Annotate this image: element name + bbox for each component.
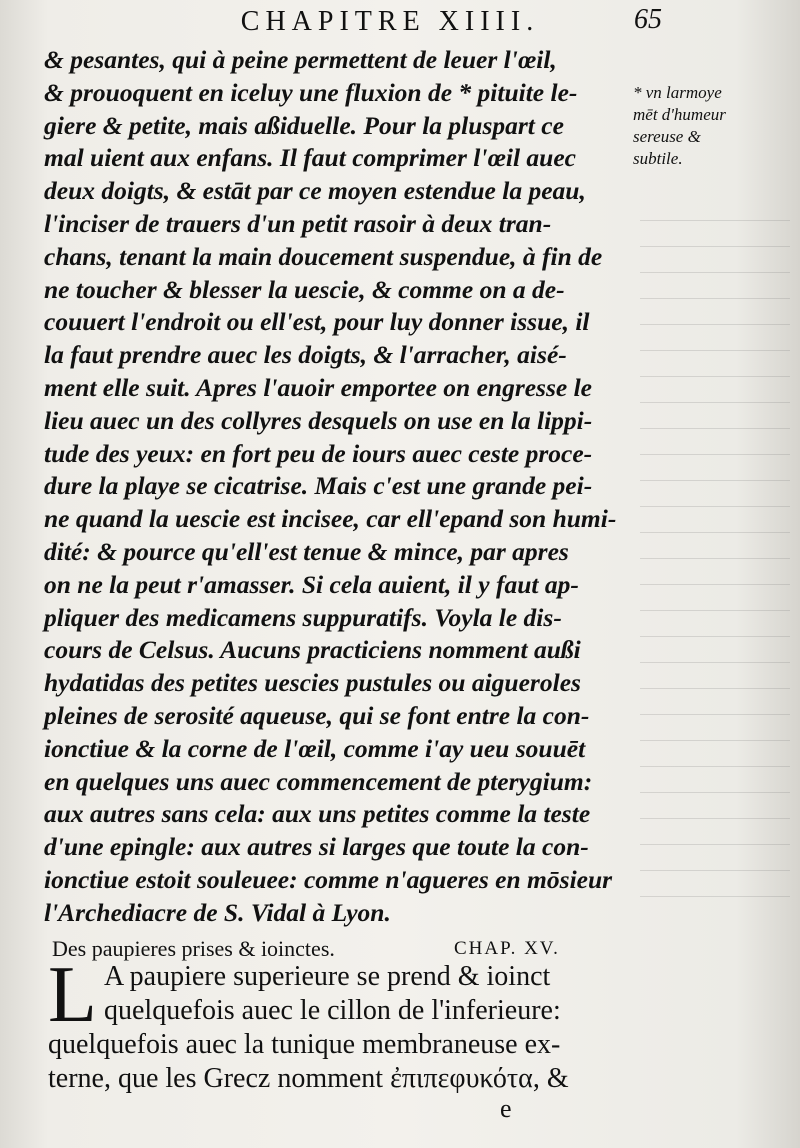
chapter-heading bbox=[52, 936, 632, 962]
text-line: la faut prendre auec les doigts, & l'arracher, aisé- bbox=[44, 340, 567, 370]
text-line: & prouoquent en iceluy une fluxion de * pituite le- bbox=[44, 77, 578, 107]
text-line: & pesantes, qui à peine permettent de leuer l'œil, bbox=[44, 45, 557, 74]
marginal-line: * vn larmoye bbox=[633, 83, 722, 102]
text-line: aux autres sans cela: aux uns petites comme la teste bbox=[44, 799, 591, 829]
text-line: dité: & pource qu'ell'est tenue & mince, par apres bbox=[44, 536, 569, 566]
text-line: quelquefois auec le cillon de l'inferieure: bbox=[104, 995, 561, 1026]
marginal-line: mēt d'humeur bbox=[633, 105, 726, 124]
text-line: on ne la peut r'amasser. Si cela auient, il y faut ap- bbox=[44, 569, 579, 599]
text-line: deux doigts, & estāt par ce moyen estendue la peau, bbox=[44, 176, 586, 206]
page-number: 65 bbox=[634, 4, 662, 35]
text-line: hydatidas des petites uescies pustules ou aigueroles bbox=[44, 668, 581, 698]
text-line: lieu auec un des collyres desquels on use en la lippi- bbox=[44, 405, 593, 435]
text-line: tude des yeux: en fort peu de iours auec ceste proce- bbox=[44, 438, 593, 468]
chapter-title: Des paupieres prises & ioinctes. bbox=[52, 936, 335, 961]
text-line: dure la playe se cicatrise. Mais c'est une grande pei- bbox=[44, 471, 593, 501]
text-line: terne, que les Grecz nomment ἐπιπεφυκότα, & bbox=[48, 1063, 569, 1094]
marginal-line: sereuse & bbox=[633, 127, 701, 146]
text-line: giere & petite, mais aßiduelle. Pour la pluspart ce bbox=[44, 110, 564, 140]
text-line: ionctiue & la corne de l'œil, comme i'ay ueu souuēt bbox=[44, 733, 586, 763]
text-line: l'inciser de trauers d'un petit rasoir à deux tran- bbox=[44, 208, 552, 238]
text-line: d'une epingle: aux autres si larges que toute la con- bbox=[44, 832, 589, 862]
text-line: mal uient aux enfans. Il faut comprimer l'œil auec bbox=[44, 143, 577, 173]
text-line: en quelques uns auec commencement de pterygium: bbox=[44, 766, 593, 796]
marginal-line: subtile. bbox=[633, 149, 683, 168]
marginal-note bbox=[633, 82, 793, 170]
chapter-label: CHAP. XV. bbox=[454, 938, 560, 959]
text-line: cours de Celsus. Aucuns practiciens nomment außi bbox=[44, 635, 581, 665]
text-line: ne quand la uescie est incisee, car ell'epand son humi- bbox=[44, 504, 617, 534]
text-line: couuert l'endroit ou ell'est, pour luy donner issue, il bbox=[44, 307, 590, 337]
drop-capital: L bbox=[48, 951, 97, 1039]
text-line: chans, tenant la main doucement suspendue, à fin de bbox=[44, 241, 603, 271]
text-line: pleines de serosité aqueuse, qui se font entre la con- bbox=[44, 700, 590, 730]
main-text-block bbox=[44, 44, 624, 930]
text-line: ment elle suit. Apres l'auoir emportee on engresse le bbox=[44, 372, 593, 402]
text-line: pliquer des medicamens suppuratifs. Voyla le dis- bbox=[44, 602, 562, 632]
text-line: ionctiue estoit souleuee: comme n'agueres en mōsieur bbox=[44, 864, 613, 894]
show-through-bleed bbox=[640, 200, 790, 900]
text-line: A paupiere superieure se prend & ioinct bbox=[104, 961, 551, 992]
signature-mark: e bbox=[500, 1094, 512, 1123]
running-head: CHAPITRE XIIII. bbox=[240, 6, 540, 37]
text-line: quelquefois auec la tunique membraneuse ex- bbox=[48, 1029, 561, 1060]
text-line: ne toucher & blesser la uescie, & comme on a de- bbox=[44, 274, 565, 304]
text-line: l'Archediacre de S. Vidal à Lyon. bbox=[44, 897, 391, 927]
chapter-text-block bbox=[48, 951, 638, 1096]
